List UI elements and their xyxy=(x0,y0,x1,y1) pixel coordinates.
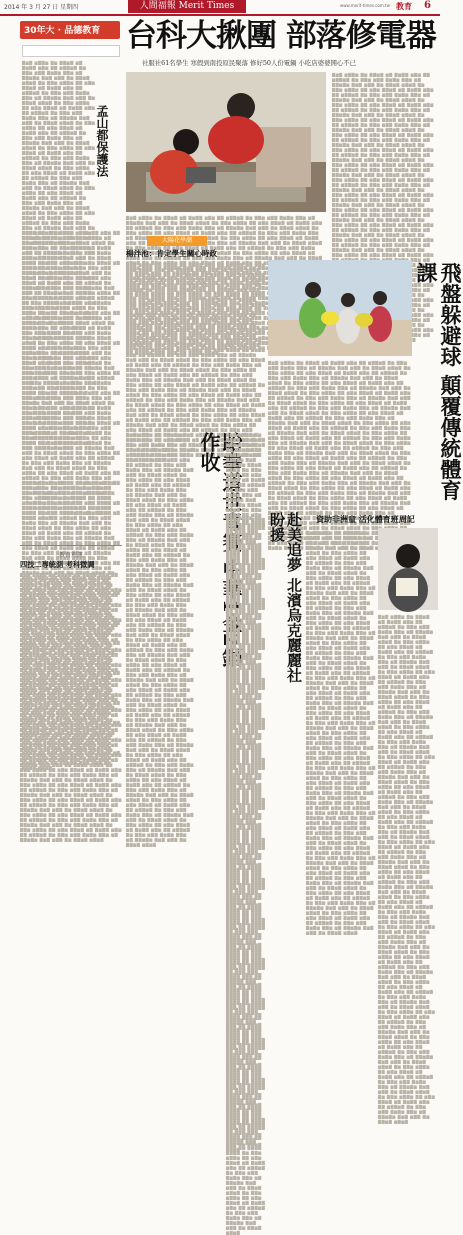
brief-section: 教育短訊 xyxy=(58,552,83,559)
brief-headline: 四技二專統測 考科微調 xyxy=(20,560,95,569)
website: www.merit-times.com.tw xyxy=(340,3,390,8)
column-tag: 大陽花學潮 xyxy=(147,236,207,246)
left-body-text-2 xyxy=(22,230,122,480)
bottom-right-headline: 資助非洲童 活化體育班周記 xyxy=(316,514,415,524)
main-photo-image xyxy=(126,72,326,212)
left-body-text-3 xyxy=(22,480,122,540)
sidebar-badge-label: 30年大 · 品德教育 xyxy=(24,26,101,36)
masthead-logo: 人間福報 Merit Times xyxy=(128,0,246,13)
divider xyxy=(20,545,122,546)
main-body-text xyxy=(126,215,326,233)
frisbee-body-text xyxy=(268,360,412,502)
page-number: 6 xyxy=(424,0,431,11)
issue-date: 2014 年 3 月 27 日 星期四 xyxy=(4,4,79,11)
main-headline: 台科大揪團 部落修電器 xyxy=(126,18,436,54)
column-headline: 楊泮池：肯定學生關心時政 xyxy=(126,249,218,258)
portrait-photo xyxy=(378,528,438,610)
right-headline: 飛盤躲避球 顛覆傳統體育課 xyxy=(414,262,463,501)
section-name: 教育 xyxy=(396,1,412,11)
frisbee-photo-image xyxy=(268,260,412,356)
brief-body-text xyxy=(20,572,122,687)
main-photo xyxy=(126,72,326,212)
column-body-text xyxy=(126,262,266,430)
left-body-text xyxy=(22,60,96,230)
right-body-text xyxy=(332,72,436,232)
sidebar-strip xyxy=(22,45,120,57)
portrait-photo-image xyxy=(378,528,438,610)
taekwondo-body-text-2 xyxy=(226,432,266,512)
bottom-headline: 赴美追夢 北濱烏克麗麗社盼援 xyxy=(268,512,303,683)
bottom-right-body-text xyxy=(378,614,438,687)
sidebar-badge xyxy=(20,21,120,39)
frisbee-photo xyxy=(268,260,412,356)
bottom-body-text xyxy=(226,515,266,687)
left-headline: 孟山都保護法 xyxy=(95,105,109,177)
main-subhead: 社服社61名學生 寒假到南投原民聚落 修好50人份電鍋 小吃店婆婆開心不已 xyxy=(142,59,357,67)
taekwondo-body-text xyxy=(126,432,194,687)
bottom-body-text-2 xyxy=(306,530,376,687)
taekwondo-headline: 跆拳道世青賽 中華1金2銅作收 xyxy=(197,432,243,667)
